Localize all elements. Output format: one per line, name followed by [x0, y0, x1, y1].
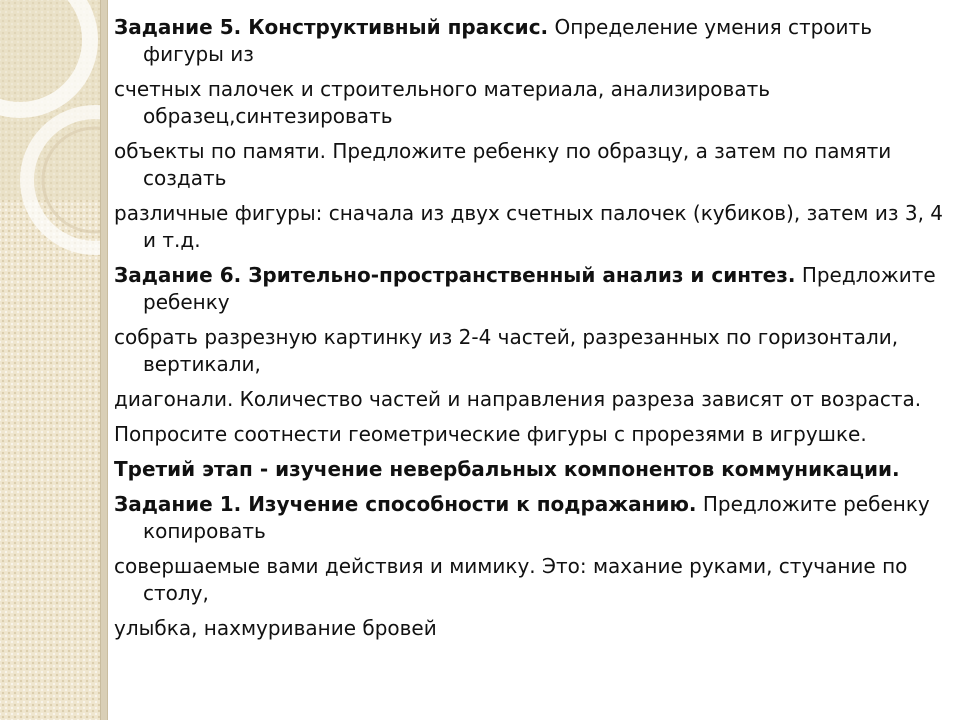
- paragraph-text: счетных палочек и строительного материала, анализировать образец,синтезировать: [114, 77, 771, 128]
- paragraph-text: собрать разрезную картинку из 2-4 частей, разрезанных по горизонтали, вертикали,: [114, 325, 899, 376]
- paragraph-text: Попросите соотнести геометрические фигуры с прорезями в игрушке.: [114, 422, 867, 446]
- paragraph: [114, 615, 954, 642]
- paragraph: [114, 76, 954, 130]
- decorative-rings-icon: [0, 0, 100, 720]
- paragraph-bold: Третий этап - изучение невербальных компонентов коммуникации.: [114, 457, 900, 481]
- paragraph: [114, 14, 954, 68]
- paragraph-text: различные фигуры: сначала из двух счетных палочек (кубиков), затем из 3, 4 и т.д.: [114, 201, 944, 252]
- paragraph-text: совершаемые вами действия и мимику. Это: махание руками, стучание по столу,: [114, 554, 908, 605]
- paragraph-bold: Задание 6. Зрительно-пространственный анализ и синтез.: [114, 263, 796, 287]
- slide-body: [114, 14, 954, 650]
- paragraph: [114, 262, 954, 316]
- paragraph-text: объекты по памяти. Предложите ребенку по образцу, а затем по памяти создать: [114, 139, 892, 190]
- paragraph: [114, 491, 954, 545]
- paragraph-bold: Задание 5. Конструктивный праксис.: [114, 15, 549, 39]
- paragraph-bold: Задание 1. Изучение способности к подражанию.: [114, 492, 697, 516]
- paragraph-text: Определение умения строить фигуры из: [143, 15, 872, 66]
- paragraph-text: Предложите ребенку копировать: [143, 492, 930, 543]
- paragraph: [114, 200, 954, 254]
- decorative-sidebar: [0, 0, 100, 720]
- paragraph-text: улыбка, нахмуривание бровей: [114, 616, 437, 640]
- sidebar-divider: [100, 0, 108, 720]
- paragraph: [114, 421, 954, 448]
- paragraph: [114, 553, 954, 607]
- paragraph: [114, 386, 954, 413]
- paragraph: [114, 456, 954, 483]
- paragraph-text: Предложите ребенку: [143, 263, 936, 314]
- paragraph: [114, 138, 954, 192]
- paragraph: [114, 324, 954, 378]
- paragraph-text: диагонали. Количество частей и направления разреза зависят от возраста.: [114, 387, 922, 411]
